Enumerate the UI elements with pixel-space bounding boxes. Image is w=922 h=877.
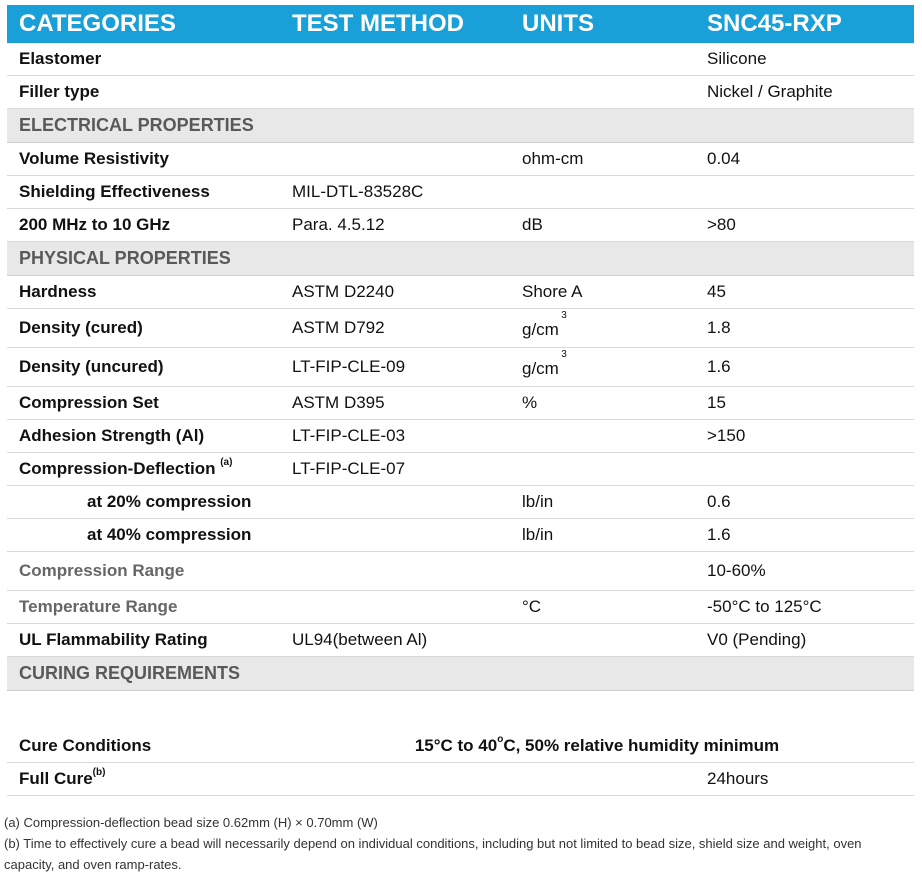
row-label: Filler type [7,76,280,109]
header-product: SNC45-RXP [695,5,914,43]
row-method: Para. 4.5.12 [280,209,510,242]
section-title: CURING REQUIREMENTS [7,657,914,691]
row-method: ASTM D395 [280,387,510,420]
row-unit: lb/in [510,486,695,519]
row-label: Elastomer [7,43,280,76]
row-unit [510,309,695,348]
row-label [7,453,280,486]
row-unit: % [510,387,695,420]
row-method: LT-FIP-CLE-07 [280,453,510,486]
cure-conditions-value [280,730,914,763]
row-label: Cure Conditions [7,730,280,763]
row-unit: °C [510,591,695,624]
table-row [7,519,914,552]
row-value: V0 (Pending) [695,624,914,657]
row-unit [510,420,695,453]
table-row [7,763,914,796]
table-row [7,486,914,519]
row-unit [510,43,695,76]
row-label: Compression Set [7,387,280,420]
table-header [7,5,914,43]
row-label [7,763,280,796]
row-unit [510,453,695,486]
row-label: Adhesion Strength (Al) [7,420,280,453]
value-part: 15°C to 40 [414,736,498,755]
row-unit: ohm-cm [510,143,695,176]
spacer-cell [7,691,914,731]
table-row [7,209,914,242]
row-unit: lb/in [510,519,695,552]
row-unit [510,76,695,109]
row-unit [510,763,695,796]
row-value: -50°C to 125°C [695,591,914,624]
row-unit: dB [510,209,695,242]
label-text: Full Cure [19,769,93,788]
row-method [280,76,510,109]
row-method [280,763,510,796]
row-unit [510,348,695,387]
row-value: 45 [695,276,914,309]
row-value: 1.6 [695,519,914,552]
row-value: 15 [695,387,914,420]
row-label: UL Flammability Rating [7,624,280,657]
section-header [7,657,914,691]
row-method [280,143,510,176]
row-method: ASTM D792 [280,309,510,348]
row-unit: Shore A [510,276,695,309]
row-unit [510,176,695,209]
table-row [7,176,914,209]
footnote-a: (a) Compression-deflection bead size 0.62mm (H) × 0.70mm (W) [4,815,378,830]
row-label: at 20% compression [7,486,280,519]
section-header [7,109,914,143]
unit-text: g/cm [522,320,559,339]
row-value: >80 [695,209,914,242]
row-label: Volume Resistivity [7,143,280,176]
table-row [7,552,914,591]
footnote-b: (b) Time to effectively cure a bead will necessarily depend on individual conditions, including but not limited to bead size, shield size and weight, oven capacity, and oven ramp-rates. [4,836,862,872]
row-method: LT-FIP-CLE-03 [280,420,510,453]
degree-superscript: o [497,734,504,745]
row-method [280,552,510,591]
row-value: 1.6 [695,348,914,387]
table-row [7,348,914,387]
row-label: Density (cured) [7,309,280,348]
row-value: Silicone [695,43,914,76]
row-value: >150 [695,420,914,453]
spec-table-container [7,5,914,796]
label-text: Compression-Deflection [19,459,216,478]
row-value: 1.8 [695,309,914,348]
table-row [7,43,914,76]
table-row [7,453,914,486]
section-title: ELECTRICAL PROPERTIES [7,109,914,143]
header-test-method: TEST METHOD [280,5,510,43]
table-row [7,624,914,657]
row-label: Hardness [7,276,280,309]
row-method [280,591,510,624]
row-value: 10-60% [695,552,914,591]
unit-text: g/cm [522,359,559,378]
row-method [280,519,510,552]
unit-superscript: 3 [561,349,567,360]
section-title: PHYSICAL PROPERTIES [7,242,914,276]
table-row [7,276,914,309]
row-value: 24hours [695,763,914,796]
row-label: Density (uncured) [7,348,280,387]
table-row [7,591,914,624]
row-value: 0.6 [695,486,914,519]
row-unit [510,624,695,657]
table-row [7,143,914,176]
row-method: MIL-DTL-83528C [280,176,510,209]
spec-table [7,5,914,796]
row-value: Nickel / Graphite [695,76,914,109]
row-label: 200 MHz to 10 GHz [7,209,280,242]
row-label: Temperature Range [7,591,280,624]
row-label: Compression Range [7,552,280,591]
row-method: LT-FIP-CLE-09 [280,348,510,387]
table-row [7,309,914,348]
spacer-row [7,691,914,731]
value-part: C, 50% relative humidity minimum [503,736,780,755]
table-row [7,730,914,763]
unit-superscript: 3 [561,310,567,321]
row-value: 0.04 [695,143,914,176]
row-value [695,453,914,486]
row-method [280,486,510,519]
row-method: UL94(between Al) [280,624,510,657]
table-row [7,420,914,453]
footnotes [4,812,914,875]
section-header [7,242,914,276]
row-value [695,176,914,209]
header-units: UNITS [510,5,695,43]
footnote-ref: (a) [220,457,233,468]
header-categories: CATEGORIES [7,5,280,43]
table-row [7,387,914,420]
table-row [7,76,914,109]
row-unit [510,552,695,591]
row-label: at 40% compression [7,519,280,552]
row-label: Shielding Effectiveness [7,176,280,209]
row-method [280,43,510,76]
footnote-ref: (b) [92,767,106,778]
row-method: ASTM D2240 [280,276,510,309]
